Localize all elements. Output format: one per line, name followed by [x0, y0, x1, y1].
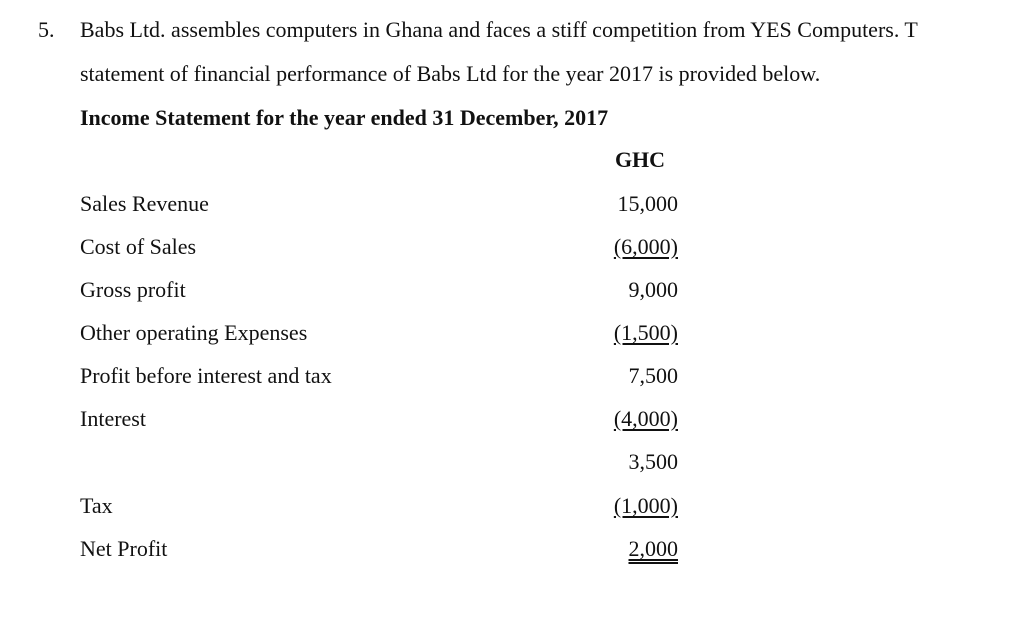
row-value-subtotal: [560, 448, 678, 476]
row-value-profit-before-interest-and-tax: [560, 362, 678, 390]
value-text: (1,500): [613, 320, 678, 345]
row-value-other-operating-expenses: [560, 319, 678, 347]
row-value-sales-revenue: [560, 190, 678, 218]
row-label-cost-of-sales: Cost of Sales: [80, 234, 197, 259]
row-label-gross-profit: Gross profit: [80, 277, 186, 302]
row-label-interest: Interest: [80, 406, 146, 431]
value-text: 15,000: [617, 191, 678, 216]
statement-title: Income Statement for the year ended 31 December, 2017: [80, 105, 609, 130]
question-text-line-1: Babs Ltd. assembles computers in Ghana and faces a stiff competition from YES Computers. T: [80, 17, 918, 42]
row-value-interest: [560, 405, 678, 433]
row-label-profit-before-interest-and-tax: Profit before interest and tax: [80, 363, 332, 388]
row-label-tax: Tax: [80, 493, 113, 518]
question-text-line-2: statement of financial performance of Babs Ltd for the year 2017 is provided below.: [80, 61, 821, 86]
row-value-gross-profit: [560, 276, 678, 304]
value-text: 2,000: [628, 536, 678, 561]
row-value-net-profit: [560, 535, 678, 563]
value-text: (6,000): [613, 234, 678, 259]
question-number: 5.: [38, 17, 55, 42]
row-value-cost-of-sales: [560, 233, 678, 261]
row-label-net-profit: Net Profit: [80, 536, 168, 561]
value-text: (1,000): [613, 493, 678, 518]
row-label-other-operating-expenses: Other operating Expenses: [80, 320, 308, 345]
value-text: (4,000): [613, 406, 678, 431]
row-value-tax: [560, 492, 678, 520]
value-text: 3,500: [628, 449, 678, 474]
value-text: 7,500: [628, 363, 678, 388]
currency-column-header: GHC: [614, 147, 666, 172]
value-text: 9,000: [628, 277, 678, 302]
row-label-sales-revenue: Sales Revenue: [80, 191, 209, 216]
